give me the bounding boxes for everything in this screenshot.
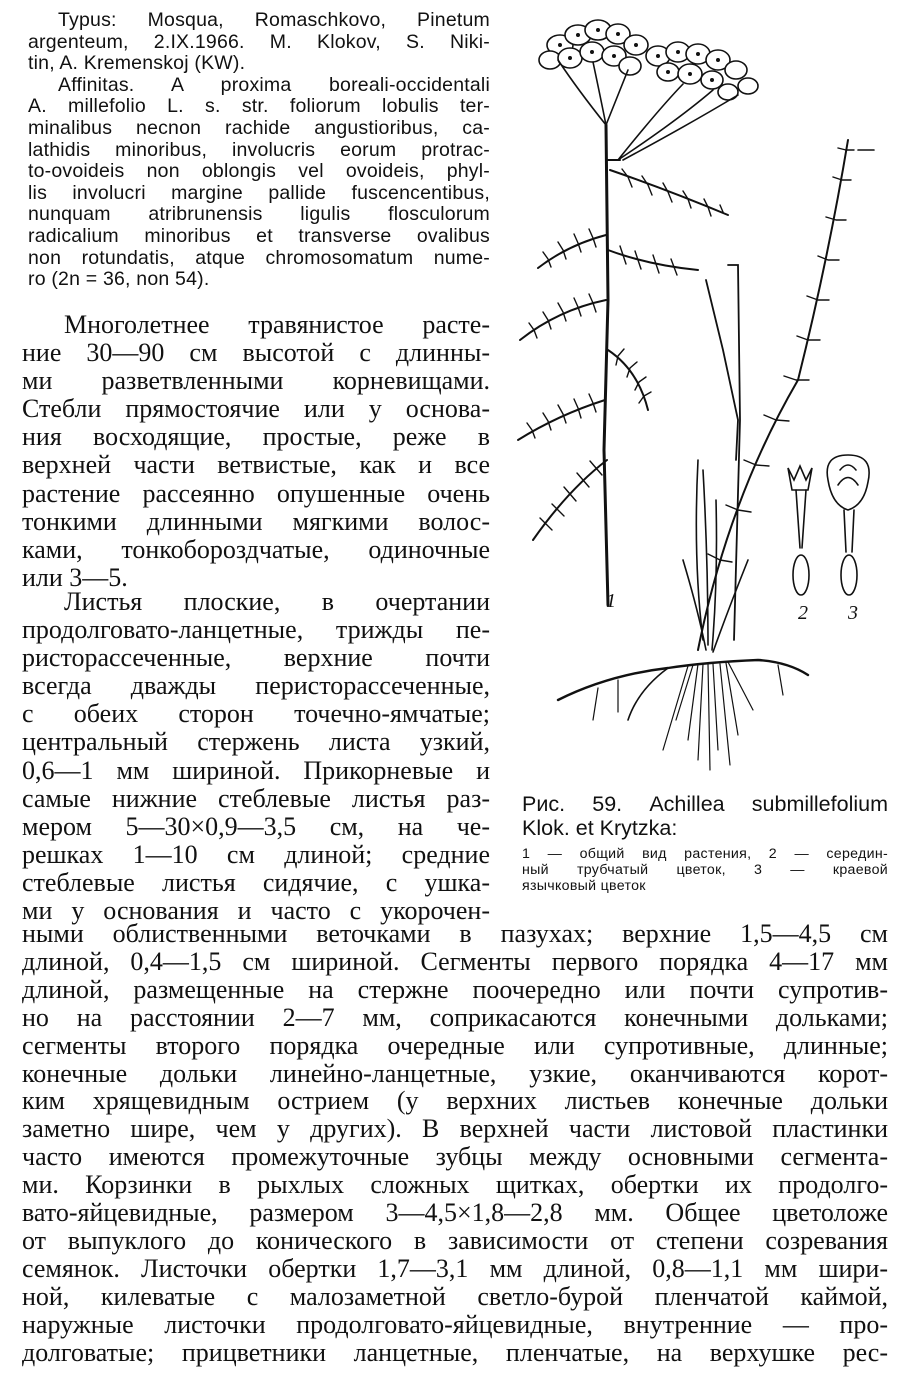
latin-line: lathidis minoribus, involucris eorum protrac- [28,138,490,161]
text-line: но на расстоянии 2—7 мм, соприкасаются конечными дольками; [22,1002,888,1032]
text-line: семянок. Листочки обертки 1,7—3,1 мм длиной, 0,8—1,1 мм шири- [22,1253,888,1283]
latin-line: tin, A. Kremenskoj (KW). [28,52,246,75]
ligulate-floret [827,455,869,595]
text-line: решках 1—10 см длиной; средние [22,839,490,869]
text-line: часто имеются промежуточные зубцы между основными сегмента- [22,1142,888,1172]
description-paragraph-2 [22,588,490,925]
figure-label-3: 3 [848,602,858,624]
text-line: Листья плоские, в очертании [64,587,490,616]
figure-legend [522,846,888,894]
text-line: вато-яйцевидные, размером 3—4,5×1,8—2,8 мм. Общее цветоложе [22,1198,888,1228]
text-line: ми. Корзинки в рыхлых сложных щитках, обертки их продолго- [22,1170,888,1200]
text-line: растение рассеянно опушенные очень [22,478,490,508]
text-line: конечные дольки линейно-ланцетные, узкие, оканчиваются корот- [22,1058,888,1088]
text-line: ми у основания и часто с укорочен- [22,896,490,926]
latin-line: Affinitas. A proxima boreali-occidentali [58,73,490,96]
latin-line: to-ovoideis non oblongis vel ovoideis, phyl- [28,160,490,183]
text-line: ние 30—90 см высотой с длинны- [22,338,490,368]
text-line: заметно шире, чем у других). В верхней части листовой пластинки [22,1114,888,1144]
text-line: мером 5—30×0,9—3,5 см, на че- [22,811,490,841]
text-line: или 3—5. [22,562,128,592]
text-line: ками, тонкобороздчатые, одиночные [22,534,490,564]
latin-line: A. millefolio L. s. str. foliorum lobulis ter- [28,95,490,118]
caption-line: Klok. et Krytzka: [522,816,678,840]
text-line: ной, килеватые с малозаметной светло-бурой пленчатой каймой, [22,1281,888,1311]
text-line: 0,6—1 мм шириной. Прикорневые и [22,755,490,785]
text-line: наружные листочки продолговато-яйцевидные, внутренние — про- [22,1309,888,1339]
text-line: ния восходящие, простые, реже в [22,422,490,452]
text-line: стеблевые листья сидячие, с ушка- [22,867,490,897]
text-line: тонкими длинными мягкими волос- [22,506,490,536]
text-line: долговатые; прицветники ланцетные, пленчатые, на верхушке рес- [22,1337,888,1367]
latin-line: non rotundatis, atque chromosomatum nume- [28,246,490,269]
figure-caption [522,792,888,840]
text-line: ристорассеченные, верхние почти [22,643,490,673]
text-line: центральный стержень листа узкий, [22,727,490,757]
text-line: самые нижние стеблевые листья раз- [22,783,490,813]
legend-line: язычковый цветок [522,878,646,894]
plant-illustration [498,0,900,800]
text-line: всегда дважды перисторассеченные, [22,671,490,701]
text-line: продолговато-ланцетные, трижды пе- [22,615,490,645]
text-line: ким хрящевидным острием (у верхних листьев конечные дольки [22,1086,888,1116]
description-paragraph-2-continued [22,920,888,1367]
legend-line: ный трубчатый цветок, 3 — краевой [522,862,888,878]
achillea-drawing [498,0,900,800]
latin-diagnosis [28,10,490,291]
latin-line: ro (2n = 36, non 54). [28,268,210,291]
text-line: длиной, размещенные на стержне поочередно или почти супротив- [22,974,888,1004]
text-line: ными облиственными веточками в пазухах; верхние 1,5—4,5 см [22,919,888,948]
latin-line: minalibus necnon rachide angustioribus, ca- [28,116,490,139]
tubular-floret [788,466,812,595]
caption-line: Рис. 59. Achillea submillefolium [522,792,888,816]
latin-line: nunquam atribrunensis ligulis flosculorum [28,203,490,226]
text-line: от выпуклого до конического в зависимости от степени созревания [22,1225,888,1255]
latin-line: argenteum, 2.IX.1966. M. Klokov, S. Niki- [28,30,490,53]
legend-line: 1 — общий вид растения, 2 — середин- [522,846,888,862]
text-line: ми разветвленными корневищами. [22,366,490,396]
latin-line: Typus: Mosqua, Romaschkovo, Pinetum [58,9,490,31]
text-line: сегменты второго порядка очередные или супротивные, длинные; [22,1030,888,1060]
description-paragraph-1 [22,311,490,592]
latin-line: radicalium minoribus et transverse ovalibus [28,224,490,247]
text-line: Многолетнее травянистое расте- [64,310,490,339]
corymb-flowers [539,20,758,100]
text-line: длиной, 0,4—1,5 см шириной. Сегменты первого порядка 4—17 мм [22,946,888,976]
text-line: Стебли прямостоячие или у основа- [22,394,490,424]
text-line: с обеих сторон точечно-ямчатые; [22,699,490,729]
figure-label-1: 1 [606,590,616,612]
text-line: верхней части ветвистые, как и все [22,450,490,480]
latin-line: lis involucri margine pallide fuscencentibus, [28,181,490,204]
figure-label-2: 2 [798,602,808,624]
